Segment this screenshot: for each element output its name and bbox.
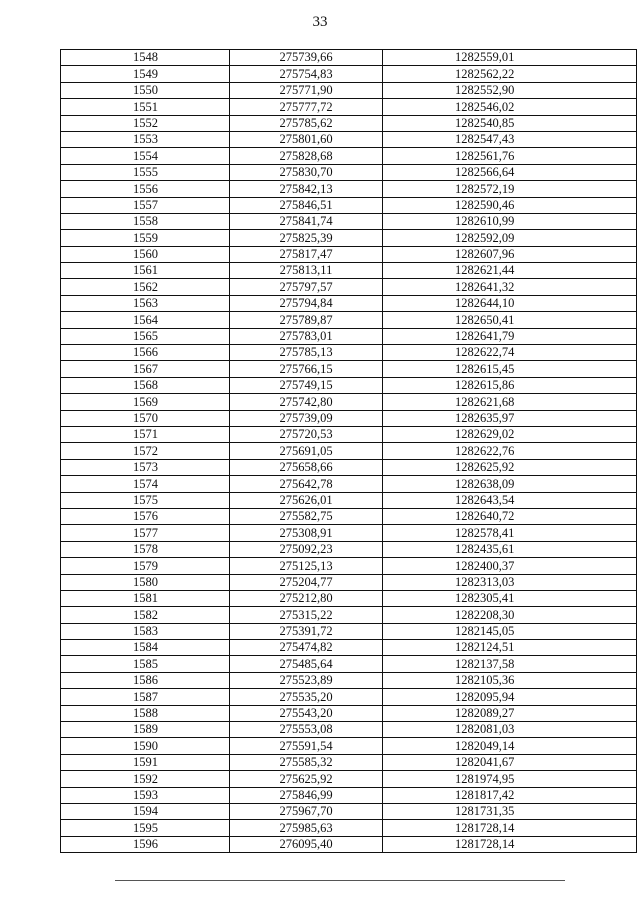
table-row: [61, 394, 637, 410]
table-row: [61, 181, 637, 197]
point-number-cell: 1562: [61, 279, 230, 295]
y-coordinate-cell: 1282641,32: [383, 279, 637, 295]
table-row: [61, 525, 637, 541]
y-coordinate-cell: 1282621,68: [383, 394, 637, 410]
point-number-cell: 1579: [61, 558, 230, 574]
point-number-cell: 1594: [61, 803, 230, 819]
y-coordinate-cell: 1282643,54: [383, 492, 637, 508]
x-coordinate-cell: 275642,78: [230, 476, 383, 492]
table-row: [61, 771, 637, 787]
y-coordinate-cell: 1282540,85: [383, 115, 637, 131]
table-row: [61, 312, 637, 328]
y-coordinate-cell: 1282650,41: [383, 312, 637, 328]
point-number-cell: 1584: [61, 640, 230, 656]
point-number-cell: 1573: [61, 459, 230, 475]
point-number-cell: 1576: [61, 508, 230, 524]
point-number-cell: 1559: [61, 230, 230, 246]
point-number-cell: 1574: [61, 476, 230, 492]
y-coordinate-cell: 1282621,44: [383, 263, 637, 279]
table-row: [61, 754, 637, 770]
x-coordinate-cell: 275485,64: [230, 656, 383, 672]
y-coordinate-cell: 1282615,45: [383, 361, 637, 377]
table-body: [61, 50, 637, 853]
point-number-cell: 1565: [61, 328, 230, 344]
table-row: [61, 836, 637, 852]
point-number-cell: 1581: [61, 590, 230, 606]
x-coordinate-cell: 275846,99: [230, 787, 383, 803]
x-coordinate-cell: 275797,57: [230, 279, 383, 295]
y-coordinate-cell: 1282566,64: [383, 164, 637, 180]
y-coordinate-cell: 1282561,76: [383, 148, 637, 164]
y-coordinate-cell: 1282124,51: [383, 640, 637, 656]
y-coordinate-cell: 1282559,01: [383, 50, 637, 66]
point-number-cell: 1554: [61, 148, 230, 164]
page-number: 33: [312, 14, 328, 30]
table-row: [61, 164, 637, 180]
point-number-cell: 1552: [61, 115, 230, 131]
x-coordinate-cell: 275125,13: [230, 558, 383, 574]
y-coordinate-cell: 1282547,43: [383, 131, 637, 147]
table-row: [61, 722, 637, 738]
table-row: [61, 787, 637, 803]
table-row: [61, 623, 637, 639]
y-coordinate-cell: 1282041,67: [383, 754, 637, 770]
x-coordinate-cell: 275591,54: [230, 738, 383, 754]
y-coordinate-cell: 1282629,02: [383, 426, 637, 442]
x-coordinate-cell: 275766,15: [230, 361, 383, 377]
table-row: [61, 66, 637, 82]
x-coordinate-cell: 275626,01: [230, 492, 383, 508]
table-row: [61, 640, 637, 656]
x-coordinate-cell: 275830,70: [230, 164, 383, 180]
point-number-cell: 1588: [61, 705, 230, 721]
x-coordinate-cell: 275754,83: [230, 66, 383, 82]
x-coordinate-cell: 275842,13: [230, 181, 383, 197]
y-coordinate-cell: 1282592,09: [383, 230, 637, 246]
x-coordinate-cell: 275967,70: [230, 803, 383, 819]
table-row: [61, 263, 637, 279]
y-coordinate-cell: 1282578,41: [383, 525, 637, 541]
point-number-cell: 1590: [61, 738, 230, 754]
y-coordinate-cell: 1282546,02: [383, 99, 637, 115]
table-row: [61, 99, 637, 115]
point-number-cell: 1572: [61, 443, 230, 459]
x-coordinate-cell: 275585,32: [230, 754, 383, 770]
point-number-cell: 1580: [61, 574, 230, 590]
table-row: [61, 345, 637, 361]
x-coordinate-cell: 275739,66: [230, 50, 383, 66]
table-row: [61, 820, 637, 836]
point-number-cell: 1564: [61, 312, 230, 328]
table-row: [61, 82, 637, 98]
table-row: [61, 361, 637, 377]
y-coordinate-cell: 1282622,76: [383, 443, 637, 459]
table-row: [61, 656, 637, 672]
x-coordinate-cell: 275391,72: [230, 623, 383, 639]
table-row: [61, 803, 637, 819]
y-coordinate-cell: 1281974,95: [383, 771, 637, 787]
point-number-cell: 1569: [61, 394, 230, 410]
point-number-cell: 1571: [61, 426, 230, 442]
x-coordinate-cell: 275801,60: [230, 131, 383, 147]
x-coordinate-cell: 275828,68: [230, 148, 383, 164]
x-coordinate-cell: 276095,40: [230, 836, 383, 852]
x-coordinate-cell: 275315,22: [230, 607, 383, 623]
table-row: [61, 197, 637, 213]
x-coordinate-cell: 275789,87: [230, 312, 383, 328]
point-number-cell: 1550: [61, 82, 230, 98]
point-number-cell: 1568: [61, 377, 230, 393]
y-coordinate-cell: 1282145,05: [383, 623, 637, 639]
y-coordinate-cell: 1282049,14: [383, 738, 637, 754]
point-number-cell: 1553: [61, 131, 230, 147]
x-coordinate-cell: 275658,66: [230, 459, 383, 475]
y-coordinate-cell: 1282305,41: [383, 590, 637, 606]
y-coordinate-cell: 1282081,03: [383, 722, 637, 738]
table-row: [61, 476, 637, 492]
point-number-cell: 1585: [61, 656, 230, 672]
y-coordinate-cell: 1282208,30: [383, 607, 637, 623]
x-coordinate-cell: 275543,20: [230, 705, 383, 721]
point-number-cell: 1563: [61, 295, 230, 311]
point-number-cell: 1583: [61, 623, 230, 639]
table-row: [61, 246, 637, 262]
x-coordinate-cell: 275308,91: [230, 525, 383, 541]
y-coordinate-cell: 1282615,86: [383, 377, 637, 393]
x-coordinate-cell: 275825,39: [230, 230, 383, 246]
point-number-cell: 1567: [61, 361, 230, 377]
point-number-cell: 1556: [61, 181, 230, 197]
y-coordinate-cell: 1282400,37: [383, 558, 637, 574]
table-row: [61, 115, 637, 131]
point-number-cell: 1560: [61, 246, 230, 262]
y-coordinate-cell: 1282590,46: [383, 197, 637, 213]
point-number-cell: 1591: [61, 754, 230, 770]
y-coordinate-cell: 1282435,61: [383, 541, 637, 557]
y-coordinate-cell: 1282640,72: [383, 508, 637, 524]
x-coordinate-cell: 275691,05: [230, 443, 383, 459]
table-row: [61, 295, 637, 311]
x-coordinate-cell: 275720,53: [230, 426, 383, 442]
footer-divider: [115, 880, 565, 881]
y-coordinate-cell: 1282638,09: [383, 476, 637, 492]
y-coordinate-cell: 1282089,27: [383, 705, 637, 721]
y-coordinate-cell: 1282562,22: [383, 66, 637, 82]
x-coordinate-cell: 275625,92: [230, 771, 383, 787]
table-row: [61, 508, 637, 524]
y-coordinate-cell: 1282644,10: [383, 295, 637, 311]
table-row: [61, 410, 637, 426]
x-coordinate-cell: 275742,80: [230, 394, 383, 410]
y-coordinate-cell: 1282105,36: [383, 672, 637, 688]
point-number-cell: 1557: [61, 197, 230, 213]
table-row: [61, 590, 637, 606]
table-row: [61, 148, 637, 164]
point-number-cell: 1582: [61, 607, 230, 623]
point-number-cell: 1578: [61, 541, 230, 557]
point-number-cell: 1587: [61, 689, 230, 705]
point-number-cell: 1558: [61, 213, 230, 229]
point-number-cell: 1570: [61, 410, 230, 426]
table-row: [61, 443, 637, 459]
x-coordinate-cell: 275785,62: [230, 115, 383, 131]
table-row: [61, 426, 637, 442]
table-row: [61, 213, 637, 229]
table-row: [61, 492, 637, 508]
x-coordinate-cell: 275817,47: [230, 246, 383, 262]
point-number-cell: 1589: [61, 722, 230, 738]
y-coordinate-cell: 1281817,42: [383, 787, 637, 803]
table-row: [61, 459, 637, 475]
table-row: [61, 558, 637, 574]
table-row: [61, 689, 637, 705]
point-number-cell: 1586: [61, 672, 230, 688]
table-row: [61, 377, 637, 393]
x-coordinate-cell: 275841,74: [230, 213, 383, 229]
y-coordinate-cell: 1282625,92: [383, 459, 637, 475]
x-coordinate-cell: 275523,89: [230, 672, 383, 688]
table-row: [61, 705, 637, 721]
point-number-cell: 1575: [61, 492, 230, 508]
table-row: [61, 279, 637, 295]
y-coordinate-cell: 1282137,58: [383, 656, 637, 672]
y-coordinate-cell: 1282607,96: [383, 246, 637, 262]
table-row: [61, 607, 637, 623]
x-coordinate-cell: 275553,08: [230, 722, 383, 738]
point-number-cell: 1593: [61, 787, 230, 803]
point-number-cell: 1561: [61, 263, 230, 279]
x-coordinate-cell: 275474,82: [230, 640, 383, 656]
y-coordinate-cell: 1282552,90: [383, 82, 637, 98]
y-coordinate-cell: 1282095,94: [383, 689, 637, 705]
y-coordinate-cell: 1282610,99: [383, 213, 637, 229]
x-coordinate-cell: 275204,77: [230, 574, 383, 590]
x-coordinate-cell: 275582,75: [230, 508, 383, 524]
y-coordinate-cell: 1282635,97: [383, 410, 637, 426]
table-row: [61, 541, 637, 557]
y-coordinate-cell: 1281731,35: [383, 803, 637, 819]
point-number-cell: 1592: [61, 771, 230, 787]
x-coordinate-cell: 275212,80: [230, 590, 383, 606]
x-coordinate-cell: 275785,13: [230, 345, 383, 361]
point-number-cell: 1595: [61, 820, 230, 836]
x-coordinate-cell: 275739,09: [230, 410, 383, 426]
point-number-cell: 1548: [61, 50, 230, 66]
point-number-cell: 1566: [61, 345, 230, 361]
x-coordinate-cell: 275771,90: [230, 82, 383, 98]
point-number-cell: 1577: [61, 525, 230, 541]
y-coordinate-cell: 1282572,19: [383, 181, 637, 197]
coordinates-table: [60, 49, 637, 853]
table-row: [61, 131, 637, 147]
point-number-cell: 1555: [61, 164, 230, 180]
table-row: [61, 328, 637, 344]
y-coordinate-cell: 1282622,74: [383, 345, 637, 361]
x-coordinate-cell: 275846,51: [230, 197, 383, 213]
point-number-cell: 1596: [61, 836, 230, 852]
x-coordinate-cell: 275794,84: [230, 295, 383, 311]
table-row: [61, 574, 637, 590]
x-coordinate-cell: 275092,23: [230, 541, 383, 557]
x-coordinate-cell: 275777,72: [230, 99, 383, 115]
x-coordinate-cell: 275783,01: [230, 328, 383, 344]
y-coordinate-cell: 1282313,03: [383, 574, 637, 590]
table-row: [61, 50, 637, 66]
y-coordinate-cell: 1281728,14: [383, 820, 637, 836]
point-number-cell: 1551: [61, 99, 230, 115]
x-coordinate-cell: 275749,15: [230, 377, 383, 393]
x-coordinate-cell: 275813,11: [230, 263, 383, 279]
table-row: [61, 230, 637, 246]
x-coordinate-cell: 275985,63: [230, 820, 383, 836]
table-row: [61, 738, 637, 754]
table-row: [61, 672, 637, 688]
point-number-cell: 1549: [61, 66, 230, 82]
y-coordinate-cell: 1282641,79: [383, 328, 637, 344]
y-coordinate-cell: 1281728,14: [383, 836, 637, 852]
x-coordinate-cell: 275535,20: [230, 689, 383, 705]
